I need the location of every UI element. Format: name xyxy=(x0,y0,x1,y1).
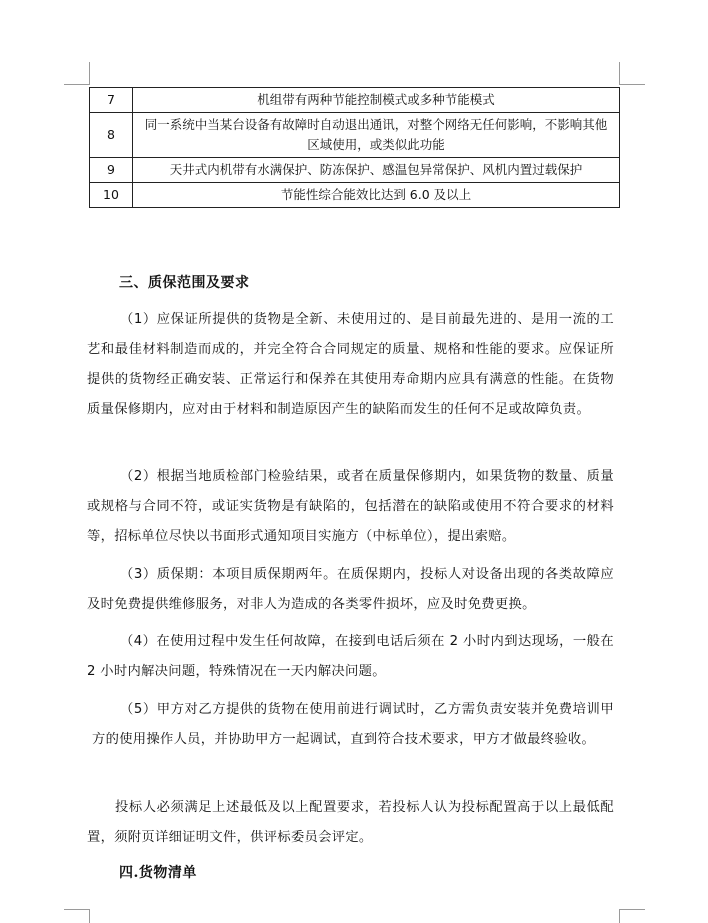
row-text: 同一系统中当某台设备有故障时自动退出通讯，对整个网络无任何影响，不影响其他区域使用，或类似此功能 xyxy=(133,113,620,158)
table-row xyxy=(90,183,620,208)
row-text: 机组带有两种节能控制模式或多种节能模式 xyxy=(133,88,620,113)
crop-mark-bottom-left-h xyxy=(64,909,90,910)
row-number: 7 xyxy=(90,88,133,113)
crop-mark-bottom-left-v xyxy=(89,909,90,923)
row-number: 10 xyxy=(90,183,133,208)
paragraph: 投标人必须满足上述最低及以上配置要求，若投标人认为投标配置高于以上最低配置，须附页详细证明文件，供评标委员会评定。 xyxy=(87,800,614,845)
section-heading: 四.货物清单 xyxy=(119,865,197,881)
paragraph: （4）在使用过程中发生任何故障，在接到电话后须在 2 小时内到达现场，一般在 2 小时内解决问题，特殊情况在一天内解决问题。 xyxy=(87,634,614,679)
crop-mark-top-right-h xyxy=(619,84,645,85)
row-text: 天井式内机带有水满保护、防冻保护、感温包异常保护、风机内置过载保护 xyxy=(133,158,620,183)
paragraph: （1）应保证所提供的货物是全新、未使用过的、是目前最先进的、是用一流的工艺和最佳材料制造而成的，并完全符合合同规定的质量、规格和性能的要求。应保证所提供的货物经正确安装、正常运行和保养在其使用寿命期内应具有满意的性能。在货物质量保修期内，应对由于材料和制造原因产生的缺陷而发生的任何不足或故障负责。 xyxy=(87,312,614,417)
crop-mark-bottom-right-v xyxy=(619,909,620,923)
crop-mark-top-left-h xyxy=(64,84,90,85)
crop-mark-bottom-right-h xyxy=(619,909,645,910)
paragraph: （2）根据当地质检部门检验结果，或者在质量保修期内，如果货物的数量、质量或规格与合同不符，或证实货物是有缺陷的，包括潜在的缺陷或使用不符合要求的材料等，招标单位尽快以书面形式通知项目实施方（中标单位），提出索赔。 xyxy=(87,469,614,544)
crop-mark-top-left-v xyxy=(89,62,90,85)
spec-table xyxy=(89,87,620,208)
table-row xyxy=(90,88,620,113)
row-text: 节能性综合能效比达到 6.0 及以上 xyxy=(133,183,620,208)
crop-mark-top-right-v xyxy=(619,62,620,85)
section-heading: 三、质保范围及要求 xyxy=(119,275,250,291)
paragraph: （3）质保期：本项目质保期两年。在质保期内，投标人对设备出现的各类故障应及时免费提供维修服务，对非人为造成的各类零件损坏，应及时免费更换。 xyxy=(87,567,614,612)
row-number: 9 xyxy=(90,158,133,183)
table-row xyxy=(90,113,620,158)
table-row xyxy=(90,158,620,183)
paragraph: （5）甲方对乙方提供的货物在使用前进行调试时，乙方需负责安装并免费培训甲方的使用操作人员，并协助甲方一起调试，直到符合技术要求，甲方才做最终验收。 xyxy=(92,702,614,747)
row-number: 8 xyxy=(90,113,133,158)
